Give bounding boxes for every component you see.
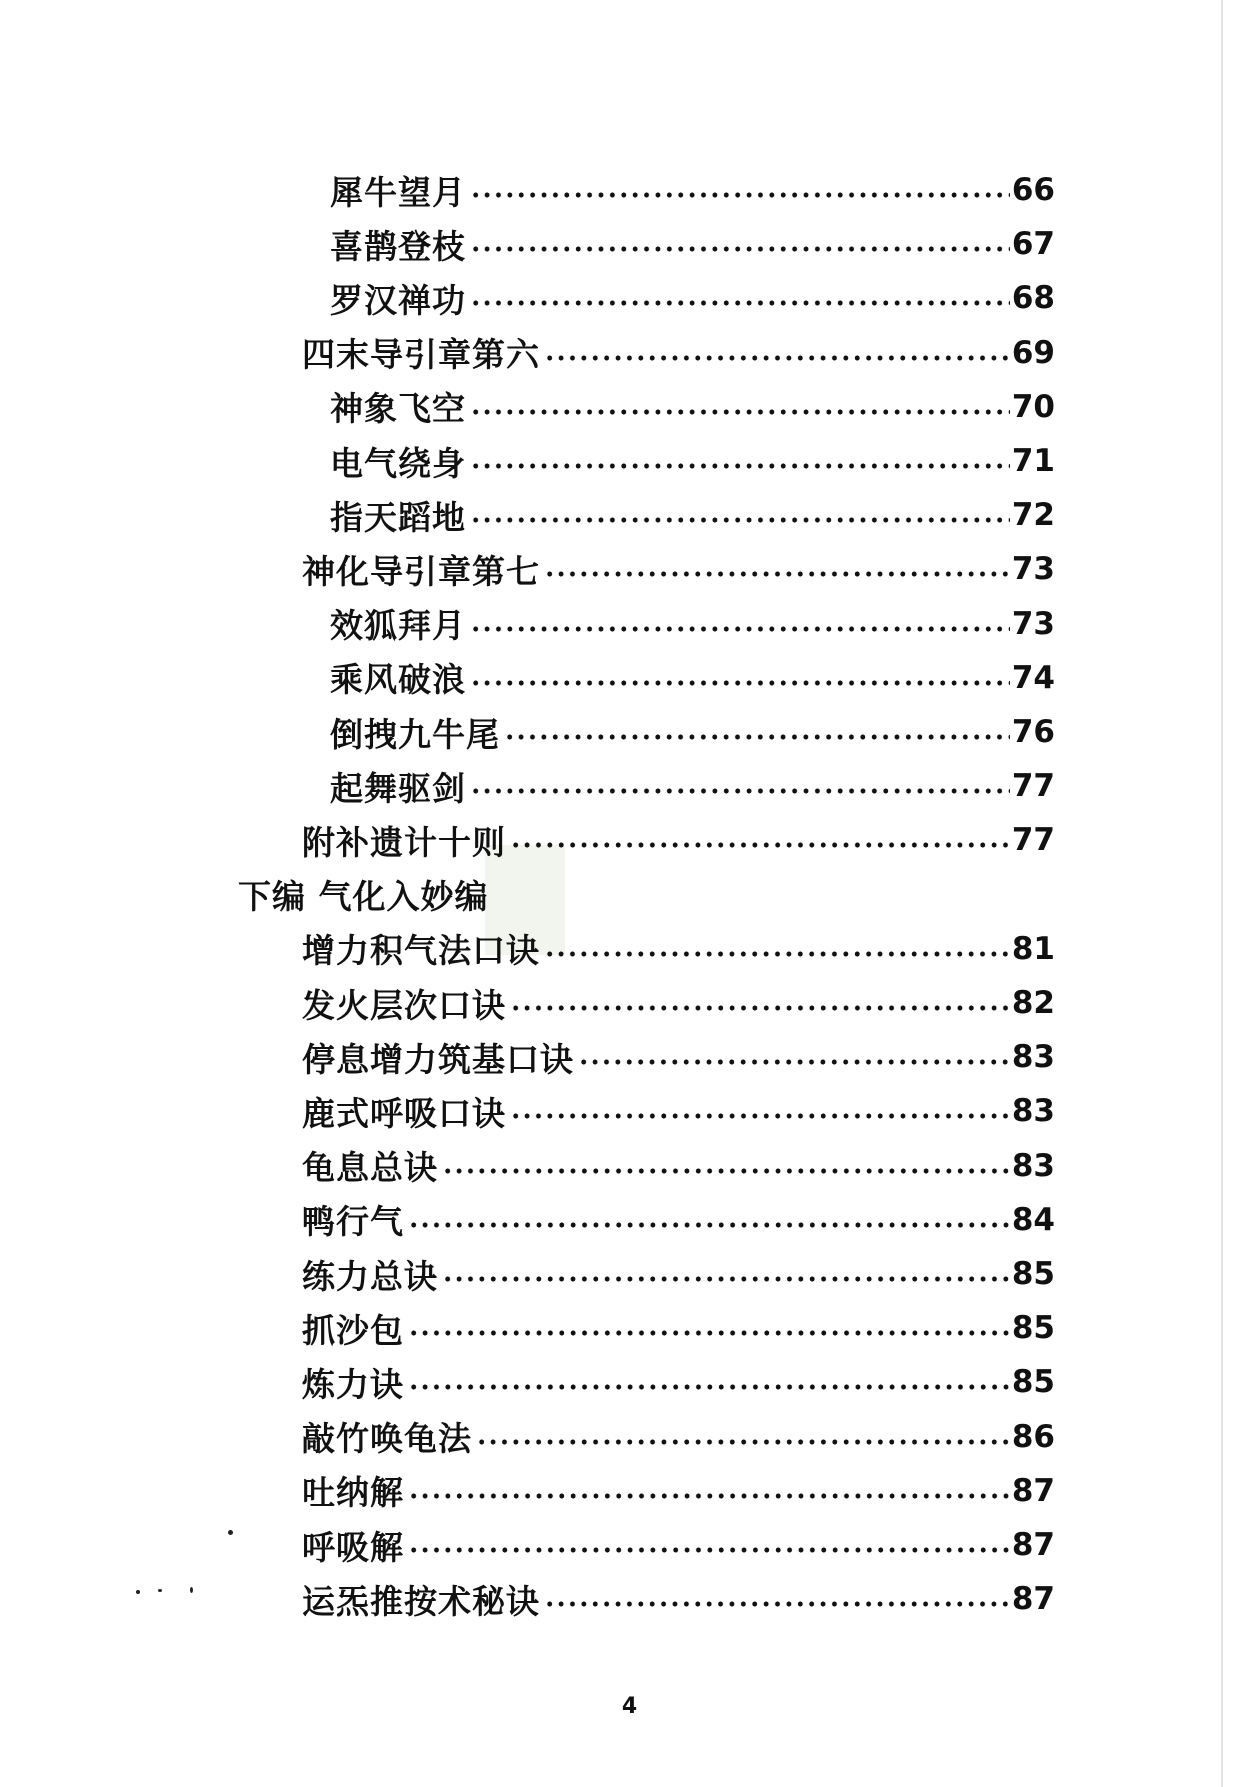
toc-dot-leader [544, 329, 1010, 377]
toc-entry-title: 神化导引章第七 [302, 551, 540, 591]
toc-dot-leader [408, 1304, 1010, 1352]
toc-entry-title: 效狐拜月 [330, 606, 466, 646]
toc-entry-page: 82 [1011, 985, 1055, 1021]
toc-entry [330, 600, 1055, 648]
toc-dot-leader [408, 1521, 1010, 1569]
toc-entry [302, 1087, 1055, 1135]
toc-dot-leader [470, 383, 1010, 431]
toc-entry-title: 犀牛望月 [330, 172, 466, 212]
toc-entry-title: 抓沙包 [302, 1310, 404, 1350]
toc-dot-leader [470, 274, 1010, 322]
toc-entry [330, 383, 1055, 431]
toc-dot-leader [470, 762, 1010, 810]
toc-section-heading [238, 871, 838, 919]
toc-entry-page: 87 [1011, 1472, 1055, 1509]
toc-entry-page: 69 [1011, 334, 1055, 371]
toc-entry-page: 87 [1011, 1527, 1055, 1563]
toc-dot-leader [510, 1087, 1010, 1135]
toc-dot-leader [470, 166, 1010, 214]
toc-entry-title: 指天蹈地 [330, 497, 466, 537]
scan-speck [158, 1589, 162, 1592]
toc-dot-leader [510, 979, 1010, 1027]
toc-dot-leader [470, 600, 1010, 648]
toc-dot-leader [408, 1358, 1010, 1406]
toc-entry-title: 喜鹊登枝 [330, 226, 466, 266]
toc-entry-title: 发火层次口诀 [302, 985, 506, 1025]
toc-dot-leader [544, 1575, 1010, 1623]
toc-entry-page: 86 [1011, 1418, 1055, 1455]
toc-entry-title: 鹿式呼吸口诀 [302, 1093, 506, 1133]
toc-entry [302, 1033, 1055, 1081]
toc-entry [302, 1196, 1055, 1244]
toc-entry-title: 增力积气法口诀 [302, 931, 540, 971]
toc-entry-page: 85 [1011, 1310, 1055, 1347]
toc-dot-leader [470, 654, 1010, 702]
toc-entry-page: 77 [1011, 768, 1055, 805]
toc-entry-page: 73 [1011, 605, 1055, 642]
toc-entry-page: 83 [1011, 1093, 1055, 1130]
toc-entry-title: 停息增力筑基口诀 [302, 1039, 574, 1079]
toc-entry [330, 762, 1055, 810]
toc-entry [330, 166, 1055, 214]
toc-dot-leader [504, 708, 1010, 756]
toc-entry-title: 运炁推按术秘诀 [302, 1581, 540, 1621]
toc-entry-title: 下编 气化入妙编 [238, 877, 489, 917]
scan-speck [190, 1587, 193, 1593]
toc-entry [302, 816, 1055, 864]
toc-entry-title: 炼力诀 [302, 1364, 404, 1404]
toc-entry-page: 84 [1011, 1201, 1055, 1238]
page-number: 4 [621, 1694, 638, 1719]
toc-dot-leader [578, 1033, 1010, 1081]
toc-entry-page: 85 [1011, 1256, 1055, 1292]
toc-entry-page: 70 [1011, 388, 1055, 425]
toc-entry-page: 81 [1011, 930, 1055, 967]
toc-entry-title: 敲竹唤龟法 [302, 1419, 472, 1459]
toc-dot-leader [476, 1413, 1010, 1461]
toc-entry [330, 274, 1055, 322]
toc-entry-page: 87 [1011, 1581, 1055, 1618]
toc-entry [302, 1467, 1055, 1515]
toc-entry-title: 鸭行气 [302, 1202, 404, 1242]
scan-speck [136, 1590, 140, 1594]
toc-entry-page: 77 [1011, 822, 1055, 859]
toc-entry-title: 起舞驱剑 [330, 768, 466, 808]
toc-dot-leader [470, 220, 1010, 268]
toc-entry [302, 979, 1055, 1027]
toc-entry-page: 73 [1011, 551, 1055, 588]
toc-entry-title: 倒拽九牛尾 [330, 714, 500, 754]
toc-entry-title: 练力总诀 [302, 1256, 438, 1296]
toc-entry [330, 654, 1055, 702]
toc-entry-page: 74 [1011, 659, 1055, 696]
toc-dot-leader [470, 491, 1010, 539]
toc-entry [302, 925, 1055, 973]
toc-dot-leader [408, 1196, 1010, 1244]
toc-entry-title: 罗汉禅功 [330, 280, 466, 320]
toc-entry [302, 545, 1055, 593]
toc-entry [302, 1250, 1055, 1298]
toc-entry-page: 67 [1011, 226, 1055, 263]
toc-entry [302, 1413, 1055, 1461]
toc-entry [302, 1304, 1055, 1352]
toc-entry-page: 66 [1011, 172, 1055, 208]
toc-entry [302, 1142, 1055, 1190]
toc-entry-title: 电气绕身 [330, 443, 466, 483]
toc-dot-leader [544, 545, 1010, 593]
toc-dot-leader [408, 1467, 1010, 1515]
toc-entry [302, 1358, 1055, 1406]
toc-entry-page: 83 [1011, 1039, 1055, 1076]
toc-entry [330, 437, 1055, 485]
toc-dot-leader [510, 816, 1010, 864]
toc-entry-page: 68 [1011, 280, 1055, 317]
toc-entry-title: 吐纳解 [302, 1473, 404, 1513]
toc-entry-page: 83 [1011, 1147, 1055, 1184]
toc-entry-page: 85 [1011, 1364, 1055, 1401]
toc-entry-title: 四末导引章第六 [302, 335, 540, 375]
toc-entry-title: 龟息总诀 [302, 1148, 438, 1188]
toc-entry-page: 76 [1011, 714, 1055, 750]
toc-entry-page: 72 [1011, 497, 1055, 534]
toc-entry-title: 附补遗计十则 [302, 822, 506, 862]
toc-entry-title: 神象飞空 [330, 389, 466, 429]
toc-entry-title: 呼吸解 [302, 1527, 404, 1567]
toc-dot-leader [442, 1250, 1010, 1298]
toc-entry [302, 329, 1055, 377]
page-edge-shadow [1221, 0, 1223, 1787]
toc-entry [302, 1575, 1055, 1623]
toc-entry [330, 491, 1055, 539]
toc-dot-leader [442, 1142, 1010, 1190]
toc-entry [330, 708, 1055, 756]
toc-entry-page: 71 [1011, 443, 1055, 479]
toc-dot-leader [544, 925, 1010, 973]
toc-entry-title: 乘风破浪 [330, 660, 466, 700]
toc-entry [330, 220, 1055, 268]
scan-speck [228, 1530, 233, 1535]
toc-entry [302, 1521, 1055, 1569]
toc-dot-leader [470, 437, 1010, 485]
